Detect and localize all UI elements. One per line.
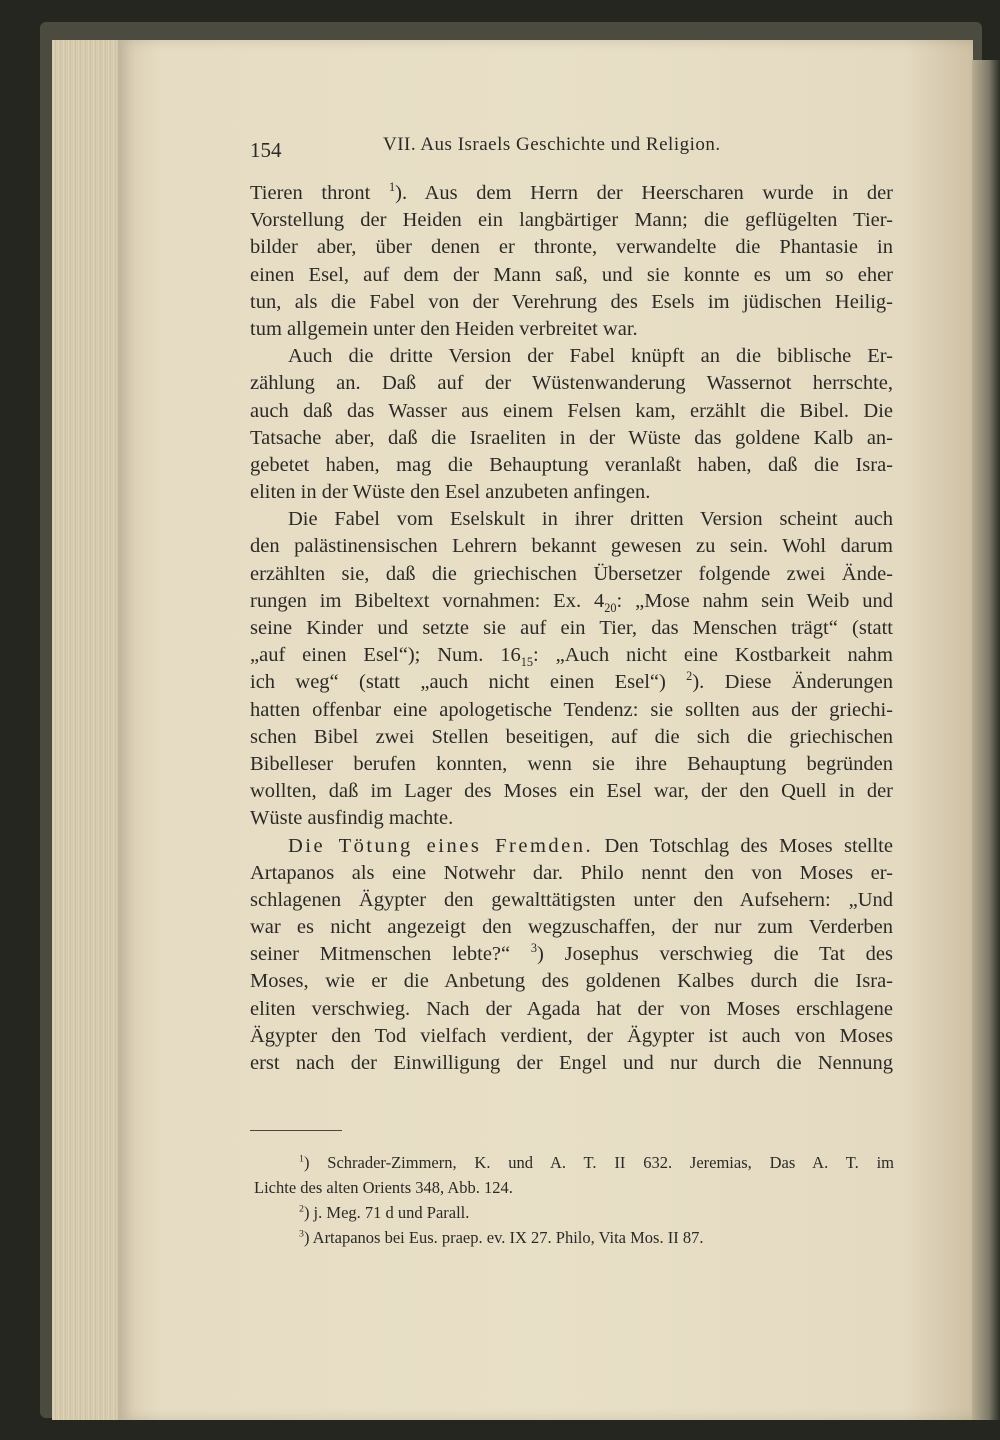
text-line: schen Bibel zwei Stellen beseitigen, auf die sich die griechischen: [250, 725, 893, 748]
text-line: „auf einen Esel“); Num. $16_{15}$: „Auch nicht eine Kostbarkeit nahm: [250, 644, 893, 670]
text-line: Moses, wie er die Anbetung des goldenen Kalbes durch die Isra-: [250, 970, 893, 993]
text-line: Tatsache aber, daß die Israeliten in der Wüste das goldene Kalb an-: [250, 426, 893, 449]
text-line: tun, als die Fabel von der Verehrung des Esels im jüdischen Heilig-: [250, 290, 893, 313]
text-line: seine Kinder und setzte sie auf ein Tier, das Menschen trägt“ (statt: [250, 617, 893, 639]
footnote-2: $^2$) j. Meg. 71 d und Parall.: [299, 1203, 470, 1222]
footnote-divider: [250, 1130, 342, 1131]
text-line: Bibelleser berufen konnten, wenn sie ihre Behauptung begründen: [250, 752, 893, 775]
text-line: auch daß das Wasser aus einem Felsen kam, erzählt die Bibel. Die: [250, 399, 893, 422]
footnote-ref: 3: [530, 941, 538, 956]
text-line: Vorstellung der Heiden ein langbärtiger Mann; die geflügelten Tier-: [250, 209, 893, 232]
text-line: eliten verschwieg. Nach der Agada hat der von Moses erschlagene: [250, 997, 893, 1020]
footnote-1: $^1$) Schrader-Zimmern, K. und A. T. II 632. Jeremias, Das A. T. im: [299, 1153, 894, 1172]
text-line: erzählten sie, daß die griechischen Übersetzer folgende zwei Ände-: [250, 562, 893, 585]
text-line: bilder aber, über denen er thronte, verwandelte die Phantasie in: [250, 236, 893, 259]
text-line: eliten in der Wüste den Esel anzubeten anfingen.: [250, 481, 651, 504]
text-line: Tieren thront $^1$). Aus dem Herrn der Heerscharen wurde in der: [250, 180, 893, 204]
text-line: tum allgemein unter den Heiden verbreitet war.: [250, 317, 638, 340]
text-line: seiner Mitmenschen lebte?“ $^3$) Josephus verschwieg die Tat des: [250, 941, 893, 966]
text-line: Die Fabel vom Eselskult in ihrer dritten Version scheint auch: [288, 508, 893, 531]
text-line: war es nicht angezeigt den wegzuschaffen, der nur zum Verderben: [250, 916, 893, 939]
footnotes: [254, 1150, 894, 1250]
footnote-ref: 1: [388, 180, 396, 195]
text-line: Auch die dritte Version der Fabel knüpft an die biblische Er-: [288, 345, 893, 368]
page-header: [250, 134, 890, 168]
text-line: Ägypter den Tod vielfach verdient, der Ägypter ist auch von Moses: [250, 1024, 893, 1047]
facing-page-edge: [972, 60, 1000, 1420]
text-line: ich weg“ (statt „auch nicht einen Esel“) $^2$). Diese Änderungen: [250, 669, 893, 694]
text-line: einen Esel, auf dem der Mann saß, und sie konnte es um so eher: [250, 263, 893, 286]
text-line: hatten offenbar eine apologetische Tendenz: sie sollten aus der griechi-: [250, 698, 893, 721]
page-number: 154: [250, 138, 282, 162]
text-line: zählung an. Daß auf der Wüstenwanderung Wassernot herrschte,: [250, 372, 893, 395]
text-line: schlagenen Ägypter den gewalttätigsten unter den Aufsehern: „Und: [250, 888, 893, 911]
text-line: erst nach der Einwilligung der Engel und nur durch die Nennung: [250, 1052, 893, 1074]
text-line: Die Tötung eines Fremden. Den Totschlag des Moses stellte: [288, 834, 893, 857]
text-line: gebetet haben, mag die Behauptung veranlaßt haben, daß die Isra-: [250, 453, 893, 476]
footnote-ref: 2: [686, 669, 693, 684]
text-line: Wüste ausfindig machte.: [250, 807, 454, 830]
body-text: [250, 180, 893, 1077]
text-line: Artapanos als eine Notwehr dar. Philo nennt den von Moses er-: [250, 861, 893, 884]
text-line: rungen im Bibeltext vornahmen: Ex. $4_{20}$: „Mose nahm sein Weib und: [250, 589, 893, 615]
verse-number: 15: [520, 655, 534, 670]
running-head: VII. Aus Israels Geschichte und Religion.: [383, 134, 721, 155]
verse-number: 20: [604, 600, 617, 615]
footnote-3: $^3$) Artapanos bei Eus. praep. ev. IX 27. Philo, Vita Mos. II 87.: [299, 1228, 704, 1247]
section-lead: Die Tötung eines Fremden.: [288, 834, 594, 857]
footnote-1-cont: Lichte des alten Orients 348, Abb. 124.: [254, 1178, 513, 1197]
text-line: wollten, daß im Lager des Moses ein Esel war, der den Quell in der: [250, 780, 893, 803]
text-line: den palästinensischen Lehrern bekannt gewesen zu sein. Wohl darum: [250, 535, 893, 558]
